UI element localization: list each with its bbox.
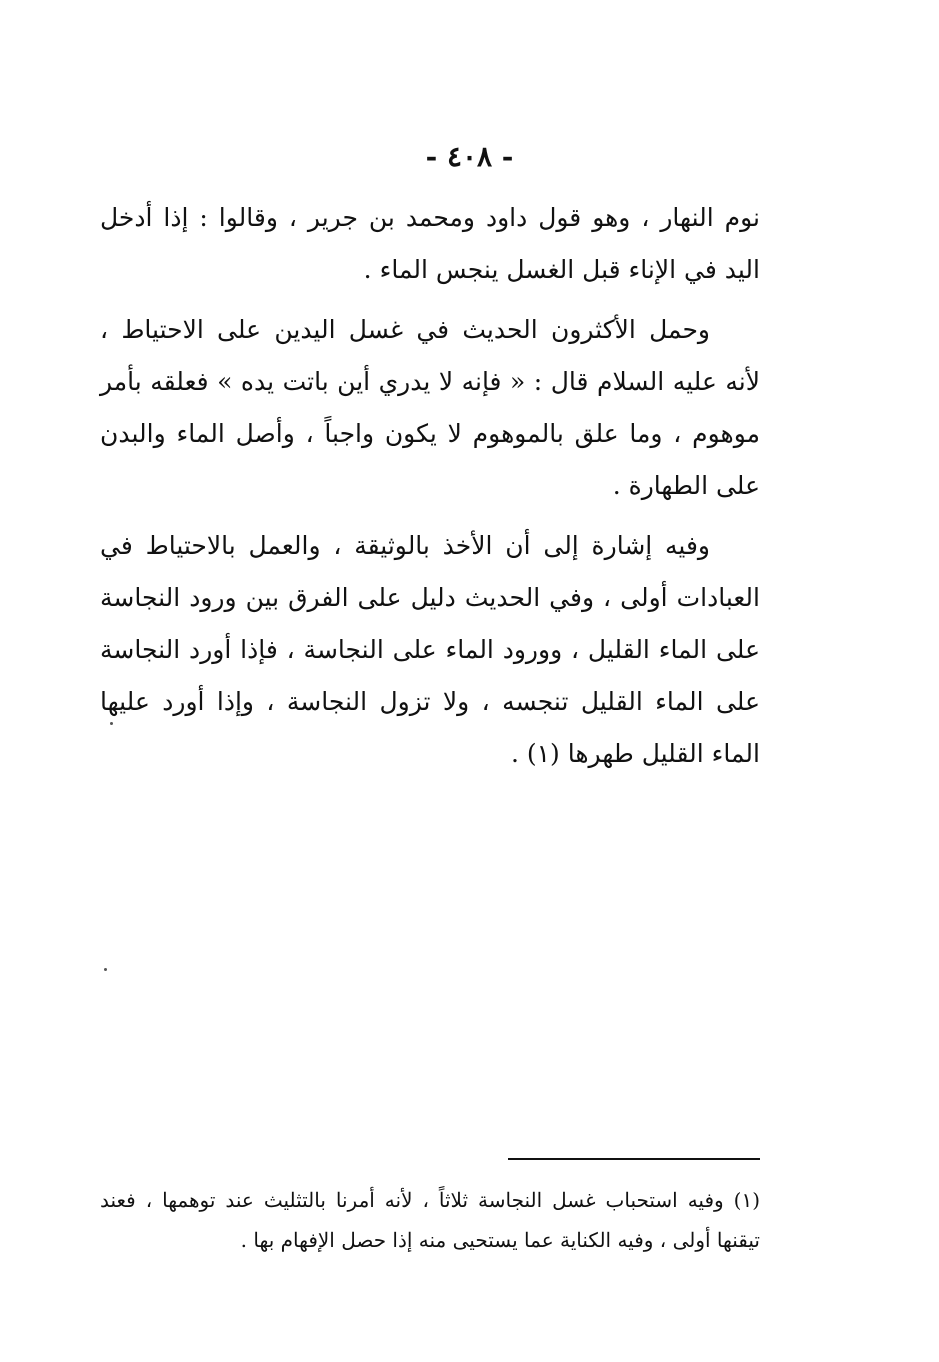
footnotes xyxy=(100,1180,760,1260)
footnote-divider xyxy=(508,1158,760,1160)
scan-speck xyxy=(104,968,107,971)
paragraph-2: وحمل الأكثرون الحديث في غسل اليدين على الاحتياط ، لأنه عليه السلام قال : « فإنه لا يدري أين باتت يده » فعلقه بأمر موهوم ، وما علق بالموهوم لا يكون واجباً ، وأصل الماء والبدن على الطهارة . xyxy=(100,315,760,500)
paragraph-3: وفيه إشارة إلى أن الأخذ بالوثيقة ، والعمل بالاحتياط في العبادات أولى ، وفي الحديث دليل على الفرق بين ورود النجاسة على الماء القليل ، وورود الماء على النجاسة ، فإذا أورد النجاسة على الماء القليل تنجسه ، ولا تزول النجاسة ، وإذا أورد عليها الماء القليل طهرها (١) . xyxy=(100,531,760,768)
page-number: - ٤٠٨ - xyxy=(425,140,514,173)
footnote-1: (١) وفيه استحباب غسل النجاسة ثلاثاً ، لأنه أمرنا بالتثليث عند توهمها ، فعند تيقنها أولى ، وفيه الكناية عما يستحيى منه إذا حصل الإفهام بها . xyxy=(100,1188,760,1252)
main-text xyxy=(100,192,760,788)
paragraph-1: نوم النهار ، وهو قول داود ومحمد بن جرير ، وقالوا : إذا أدخل اليد في الإناء قبل الغسل ينجس الماء . xyxy=(100,203,760,284)
scan-speck xyxy=(110,722,113,725)
